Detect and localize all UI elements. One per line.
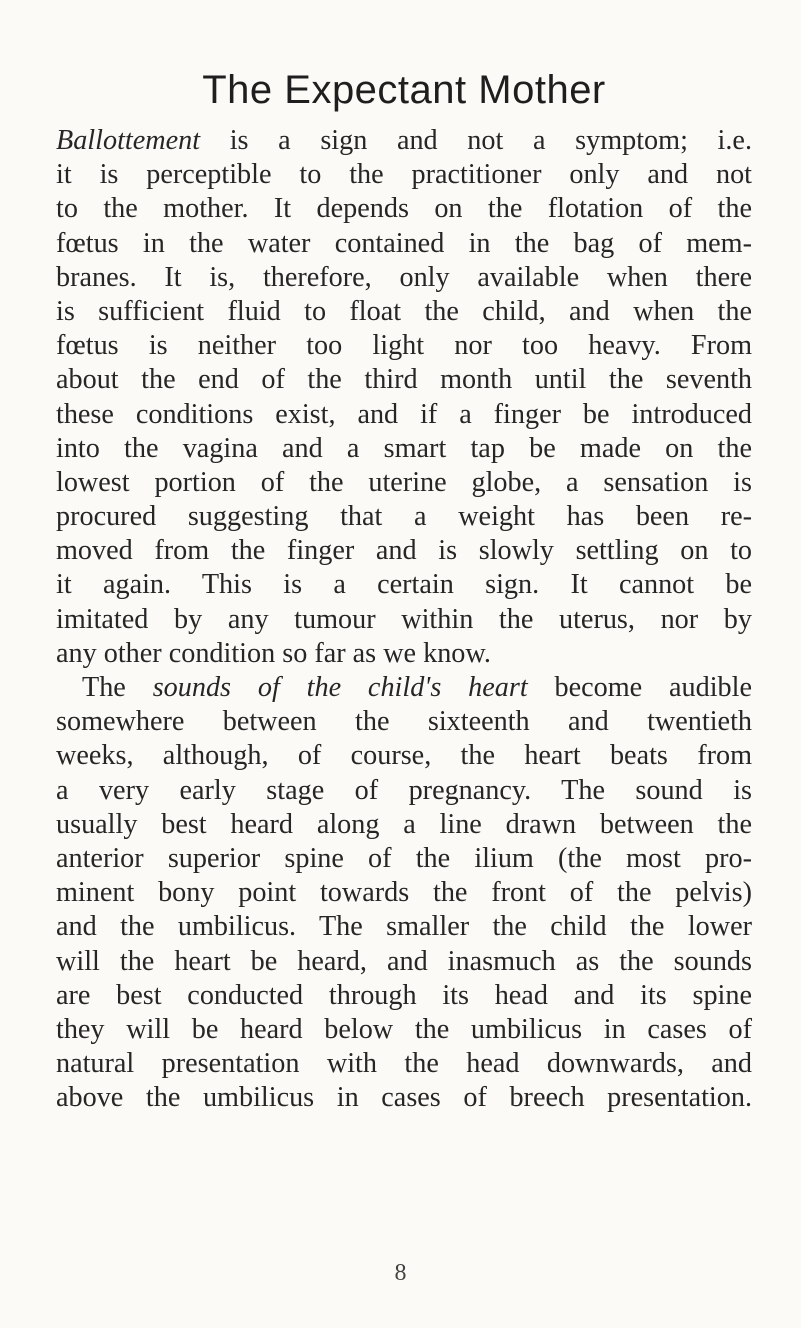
text-line: any other condition so far as we know. — [56, 637, 491, 669]
text-line: weeks, although, of course, the heart beats from — [56, 740, 752, 772]
text-span: become audible — [527, 672, 752, 703]
text-line: natural presentation with the head downwards, and — [56, 1048, 752, 1080]
text-line: into the vagina and a smart tap be made on the — [56, 432, 752, 464]
term-heart-sounds: sounds of the child's heart — [152, 672, 528, 703]
running-head: The Expectant Mother — [202, 68, 606, 112]
text-line: branes. It is, therefore, only available when there — [56, 261, 752, 293]
text-line — [56, 671, 752, 705]
text-line: fœtus in the water contained in the bag of mem- — [56, 227, 752, 259]
term-ballottement: Ballottement — [56, 125, 201, 156]
body-text — [56, 124, 752, 1115]
paragraph-ballottement — [56, 124, 752, 671]
text-line: usually best heard along a line drawn between the — [56, 808, 752, 840]
text-line: lowest portion of the uterine globe, a sensation is — [56, 466, 752, 498]
paragraph-heart-sounds — [56, 671, 752, 1115]
text-line: moved from the finger and is slowly settling on to — [56, 535, 752, 567]
text-line — [56, 124, 752, 158]
text-line: and the umbilicus. The smaller the child the lower — [56, 911, 752, 943]
text-line: procured suggesting that a weight has been re- — [56, 501, 752, 533]
text-span: The — [82, 672, 153, 703]
text-line: above the umbilicus in cases of breech presentation. — [56, 1082, 752, 1114]
text-line: about the end of the third month until the seventh — [56, 364, 752, 396]
text-span: is a sign and not a symptom; i.e. — [200, 125, 752, 156]
text-line: a very early stage of pregnancy. The sound is — [56, 774, 752, 806]
text-line: fœtus is neither too light nor too heavy. From — [56, 330, 752, 362]
text-line: to the mother. It depends on the flotation of the — [56, 193, 752, 225]
text-line: anterior superior spine of the ilium (the most pro- — [56, 842, 752, 874]
text-line: imitated by any tumour within the uterus, nor by — [56, 603, 752, 635]
text-line: is sufficient fluid to float the child, and when the — [56, 295, 752, 327]
text-line: they will be heard below the umbilicus in cases of — [56, 1013, 752, 1045]
text-line: minent bony point towards the front of the pelvis) — [56, 877, 752, 909]
text-line: these conditions exist, and if a finger be introduced — [56, 398, 752, 430]
text-line: it again. This is a certain sign. It cannot be — [56, 569, 752, 601]
text-line: it is perceptible to the practitioner only and not — [56, 159, 752, 191]
text-line: will the heart be heard, and inasmuch as the sounds — [56, 945, 752, 977]
page-number: 8 — [394, 1260, 407, 1286]
text-line: are best conducted through its head and its spine — [56, 979, 752, 1011]
book-page — [56, 62, 752, 1115]
text-line: somewhere between the sixteenth and twentieth — [56, 706, 752, 738]
